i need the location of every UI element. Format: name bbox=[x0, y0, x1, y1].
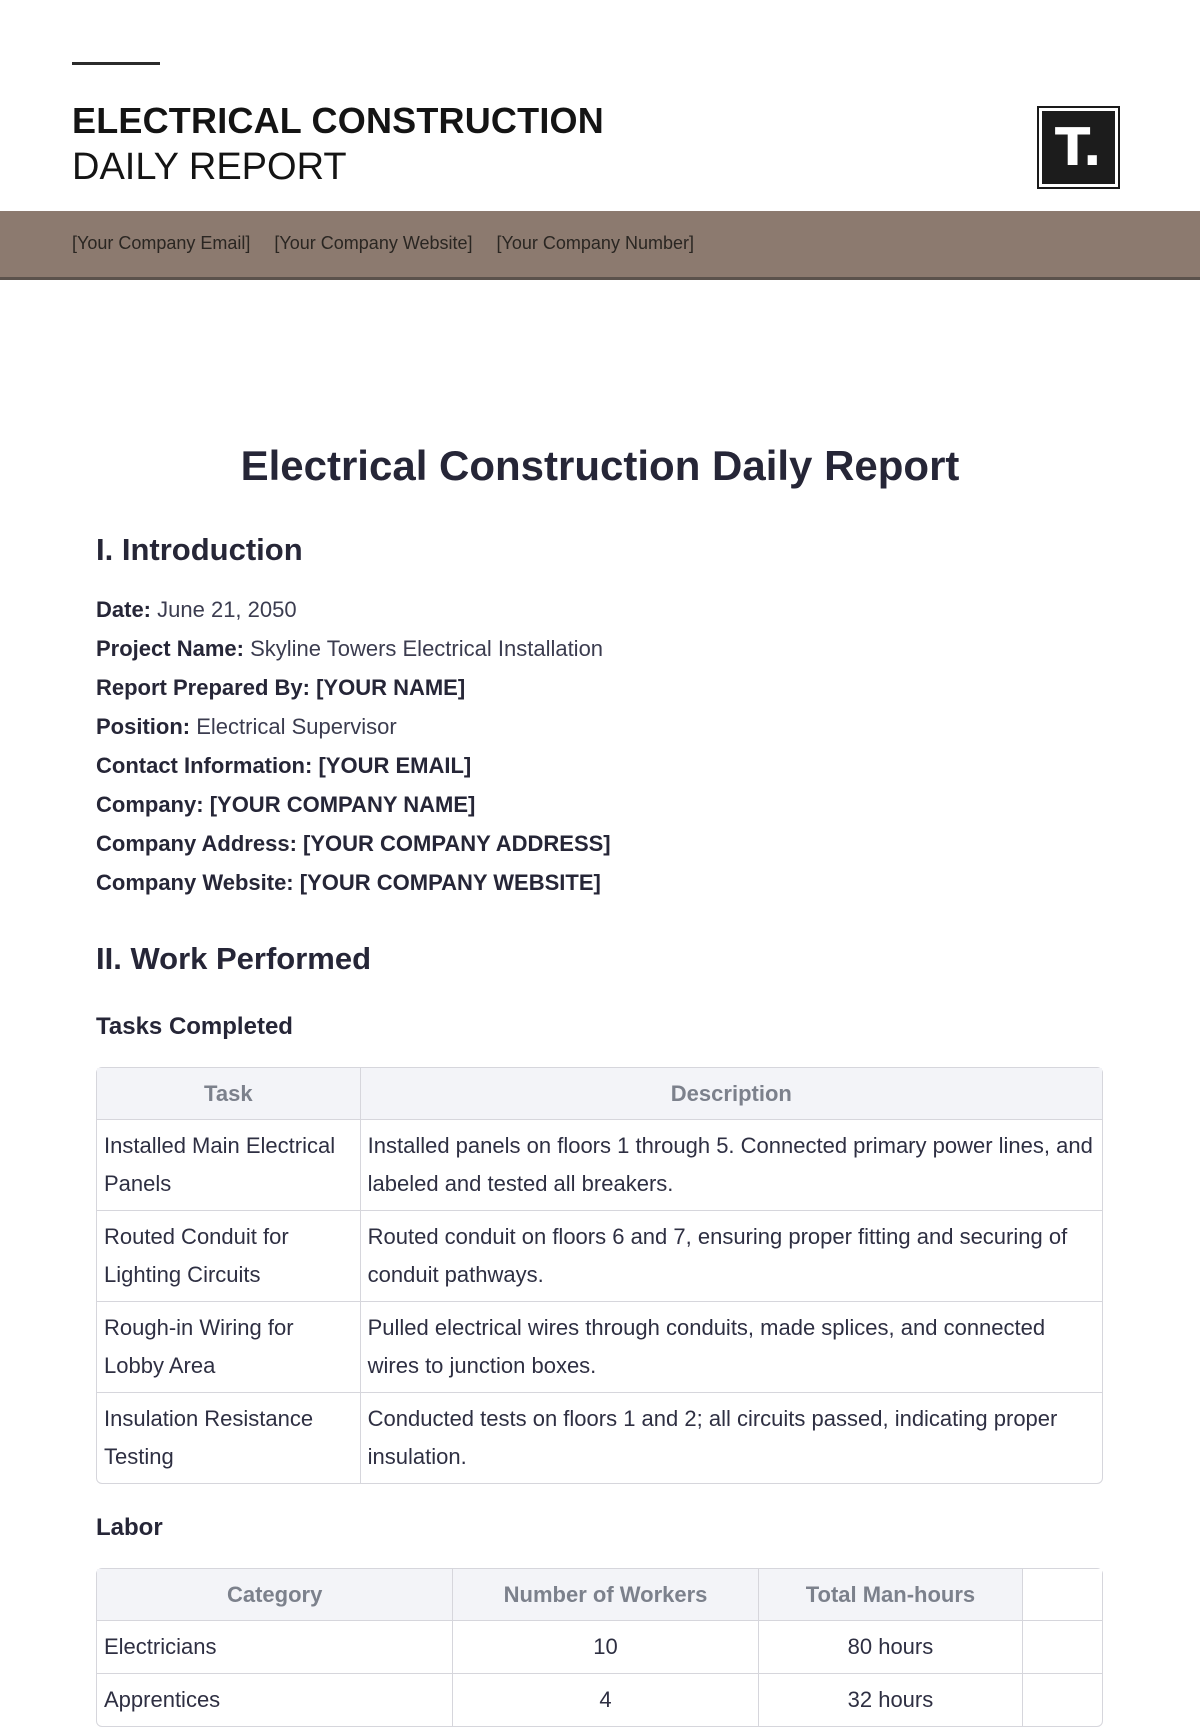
table-header-description: Description bbox=[360, 1068, 1102, 1120]
section-introduction-heading: I. Introduction bbox=[96, 532, 303, 567]
field-company-value: [YOUR COMPANY NAME] bbox=[209, 792, 476, 817]
field-contact-label: Contact Information: bbox=[96, 753, 313, 778]
table-row bbox=[97, 1621, 1102, 1673]
description-cell: Routed conduit on floors 6 and 7, ensuring proper fitting and securing of conduit pathways. bbox=[360, 1210, 1102, 1301]
labor-table bbox=[96, 1568, 1103, 1727]
table-row bbox=[97, 1210, 1102, 1301]
description-cell: Installed panels on floors 1 through 5. Connected primary power lines, and labeled and tested all breakers. bbox=[360, 1120, 1102, 1210]
field-position-value: Electrical Supervisor bbox=[196, 714, 397, 739]
field-date-value: June 21, 2050 bbox=[157, 597, 297, 622]
tasks-completed-heading: Tasks Completed bbox=[96, 1013, 293, 1040]
task-cell: Insulation Resistance Testing bbox=[97, 1392, 360, 1483]
manhours-cell: 32 hours bbox=[758, 1673, 1022, 1726]
table-header-workers: Number of Workers bbox=[452, 1569, 757, 1621]
field-prepared-by bbox=[96, 675, 465, 701]
field-address-label: Company Address: bbox=[96, 831, 297, 856]
category-cell: Apprentices bbox=[97, 1673, 452, 1726]
company-logo bbox=[1037, 106, 1120, 189]
field-company bbox=[96, 792, 475, 818]
field-website-value: [YOUR COMPANY WEBSITE] bbox=[299, 870, 601, 895]
field-date bbox=[96, 597, 297, 623]
tasks-table bbox=[96, 1067, 1103, 1484]
field-company-address bbox=[96, 831, 611, 857]
task-cell: Routed Conduit for Lighting Circuits bbox=[97, 1210, 360, 1301]
header-accent-rule bbox=[72, 62, 160, 65]
table-row bbox=[97, 1673, 1102, 1726]
empty-cell bbox=[1022, 1673, 1102, 1726]
brand-title: ELECTRICAL CONSTRUCTION bbox=[72, 100, 604, 141]
table-header-task: Task bbox=[97, 1068, 360, 1120]
field-prepared-label: Report Prepared By: bbox=[96, 675, 310, 700]
task-cell: Rough-in Wiring for Lobby Area bbox=[97, 1301, 360, 1392]
field-date-label: Date: bbox=[96, 597, 152, 622]
band-divider bbox=[0, 277, 1200, 280]
field-contact-value: [YOUR EMAIL] bbox=[318, 753, 472, 778]
labor-heading: Labor bbox=[96, 1514, 163, 1541]
workers-cell: 10 bbox=[452, 1621, 757, 1673]
table-header-row bbox=[97, 1569, 1102, 1621]
category-cell: Electricians bbox=[104, 1634, 217, 1659]
workers-cell: 4 bbox=[452, 1673, 757, 1726]
table-row bbox=[97, 1301, 1102, 1392]
description-cell: Pulled electrical wires through conduits, made splices, and connected wires to junction boxes. bbox=[360, 1301, 1102, 1392]
field-address-value: [YOUR COMPANY ADDRESS] bbox=[303, 831, 611, 856]
description-cell: Conducted tests on floors 1 and 2; all circuits passed, indicating proper insulation. bbox=[360, 1392, 1102, 1483]
task-cell: Installed Main Electrical Panels bbox=[104, 1133, 336, 1196]
field-company-website bbox=[96, 870, 601, 896]
field-company-label: Company: bbox=[96, 792, 204, 817]
document-title: Electrical Construction Daily Report bbox=[240, 442, 960, 489]
section-work-heading: II. Work Performed bbox=[96, 941, 372, 976]
table-header-row bbox=[97, 1068, 1102, 1120]
logo-mark: T. bbox=[1042, 111, 1115, 184]
field-prepared-value: [YOUR NAME] bbox=[316, 675, 466, 700]
table-header-manhours: Total Man-hours bbox=[758, 1569, 1022, 1621]
field-website-label: Company Website: bbox=[96, 870, 294, 895]
table-header-category: Category bbox=[97, 1569, 452, 1621]
company-number: [Your Company Number] bbox=[496, 233, 694, 253]
company-website: [Your Company Website] bbox=[274, 233, 473, 253]
field-position bbox=[96, 714, 397, 740]
field-project-label: Project Name: bbox=[96, 636, 244, 661]
manhours-cell: 80 hours bbox=[758, 1621, 1022, 1673]
field-project bbox=[96, 636, 603, 662]
table-row bbox=[97, 1120, 1102, 1210]
brand-subtitle: DAILY REPORT bbox=[72, 146, 347, 188]
company-email: [Your Company Email] bbox=[72, 233, 251, 253]
field-position-label: Position: bbox=[96, 714, 191, 739]
table-header-empty bbox=[1022, 1569, 1102, 1621]
empty-cell bbox=[1022, 1621, 1102, 1673]
contact-band bbox=[0, 211, 1200, 277]
field-project-value: Skyline Towers Electrical Installation bbox=[250, 636, 604, 661]
table-row bbox=[97, 1392, 1102, 1483]
field-contact bbox=[96, 753, 471, 779]
